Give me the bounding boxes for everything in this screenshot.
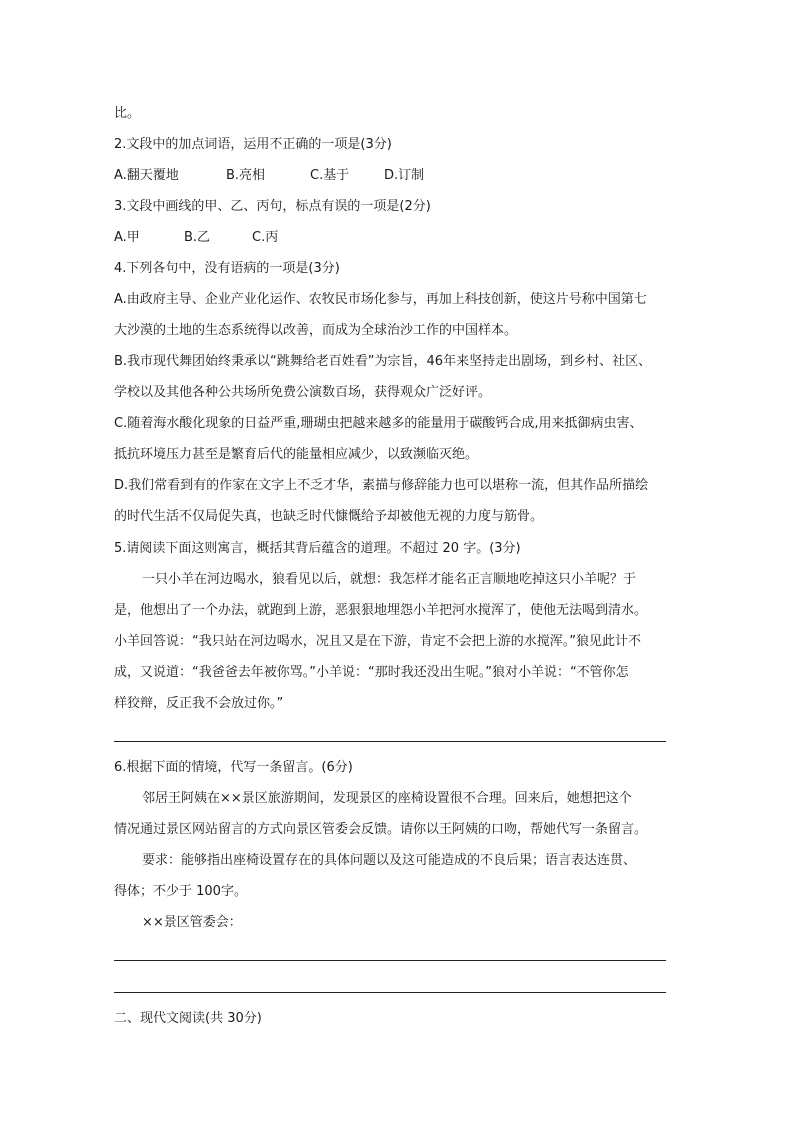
salutation: ××景区管委会： (142, 915, 242, 930)
option-c: C.基于 (310, 168, 350, 183)
question-2: 2.文段中的加点词语，运用不正确的一项是(3分) (114, 137, 392, 152)
option-c-line-2: 抵抗环境压力甚至是繁育后代的能量相应减少，以致濒临灭绝。 (114, 447, 479, 462)
option-b-line-1: B.我市现代舞团始终秉承以“跳舞给老百姓看”为宗旨，46年来坚持走出剧场，到乡村、社区、 (114, 354, 652, 369)
option-d-line-2: 的时代生活不仅局促失真，也缺乏时代慷慨给予却被他无视的力度与筋骨。 (114, 509, 544, 524)
scenario-line-2: 情况通过景区网站留言的方式向景区管委会反馈。请你以王阿姨的口吻，帮她代写一条留言。 (114, 822, 648, 837)
scenario-line-1: 邻居王阿姨在××景区旅游期间，发现景区的座椅设置很不合理。回来后，她想把这个 (142, 791, 632, 806)
question-3-options (114, 230, 278, 246)
fable-line-1: 一只小羊在河边喝水，狼看见以后，就想：我怎样才能名正言顺地吃掉这只小羊呢？于 (142, 572, 637, 587)
fable-line-3: 小羊回答说：“我只站在河边喝水，况且又是在下游，肯定不会把上游的水搅浑。”狼见此计不 (114, 634, 641, 649)
answer-line[interactable] (114, 992, 666, 993)
answer-line[interactable] (114, 960, 666, 961)
option-a: A.翻天覆地 (114, 168, 179, 183)
text-line: 比。 (114, 106, 141, 121)
option-c: C.丙 (252, 230, 279, 245)
option-a: A.甲 (114, 230, 140, 245)
requirement-line-1: 要求：能够指出座椅设置存在的具体问题以及这可能造成的不良后果；语言表达连贯、 (142, 853, 637, 868)
option-a-line-1: A.由政府主导、企业产业化运作、农牧民市场化参与，再加上科技创新，使这片号称中国第七 (114, 292, 647, 307)
question-2-options (114, 168, 424, 184)
option-c-line-1: C.随着海水酸化现象的日益严重,珊瑚虫把越来越多的能量用于碳酸钙合成,用来抵御病虫害、 (114, 416, 643, 431)
fable-line-4: 成，又说道：“我爸爸去年被你骂。”小羊说：“那时我还没出生呢。”狼对小羊说：“不管你怎 (114, 665, 629, 680)
question-5: 5.请阅读下面这则寓言，概括其背后蕴含的道理。不超过 20 字。(3分) (114, 541, 521, 556)
option-a-line-2: 大沙漠的土地的生态系统得以改善，而成为全球治沙工作的中国样本。 (114, 323, 518, 338)
option-d: D.订制 (384, 168, 425, 183)
option-b: B.乙 (184, 230, 211, 245)
option-d-line-1: D.我们常看到有的作家在文字上不乏才华，素描与修辞能力也可以堪称一流，但其作品所描绘 (114, 478, 649, 493)
option-b: B.亮相 (226, 168, 266, 183)
question-4: 4.下列各句中，没有语病的一项是(3分) (114, 261, 340, 276)
question-6: 6.根据下面的情境，代写一条留言。(6分) (114, 760, 353, 775)
section-heading: 二、现代文阅读(共 30分) (114, 1011, 262, 1026)
fable-line-2: 是，他想出了一个办法，就跑到上游，恶狠狠地埋怨小羊把河水搅浑了，使他无法喝到清水。 (114, 603, 648, 618)
requirement-line-2: 得体；不少于 100字。 (114, 884, 247, 899)
fable-line-5: 样狡辩，反正我不会放过你。” (114, 696, 284, 711)
answer-line[interactable] (114, 741, 666, 742)
option-b-line-2: 学校以及其他各种公共场所免费公演数百场，获得观众广泛好评。 (114, 385, 492, 400)
question-3: 3.文段中画线的甲、乙、丙句，标点有误的一项是(2分) (114, 199, 431, 214)
